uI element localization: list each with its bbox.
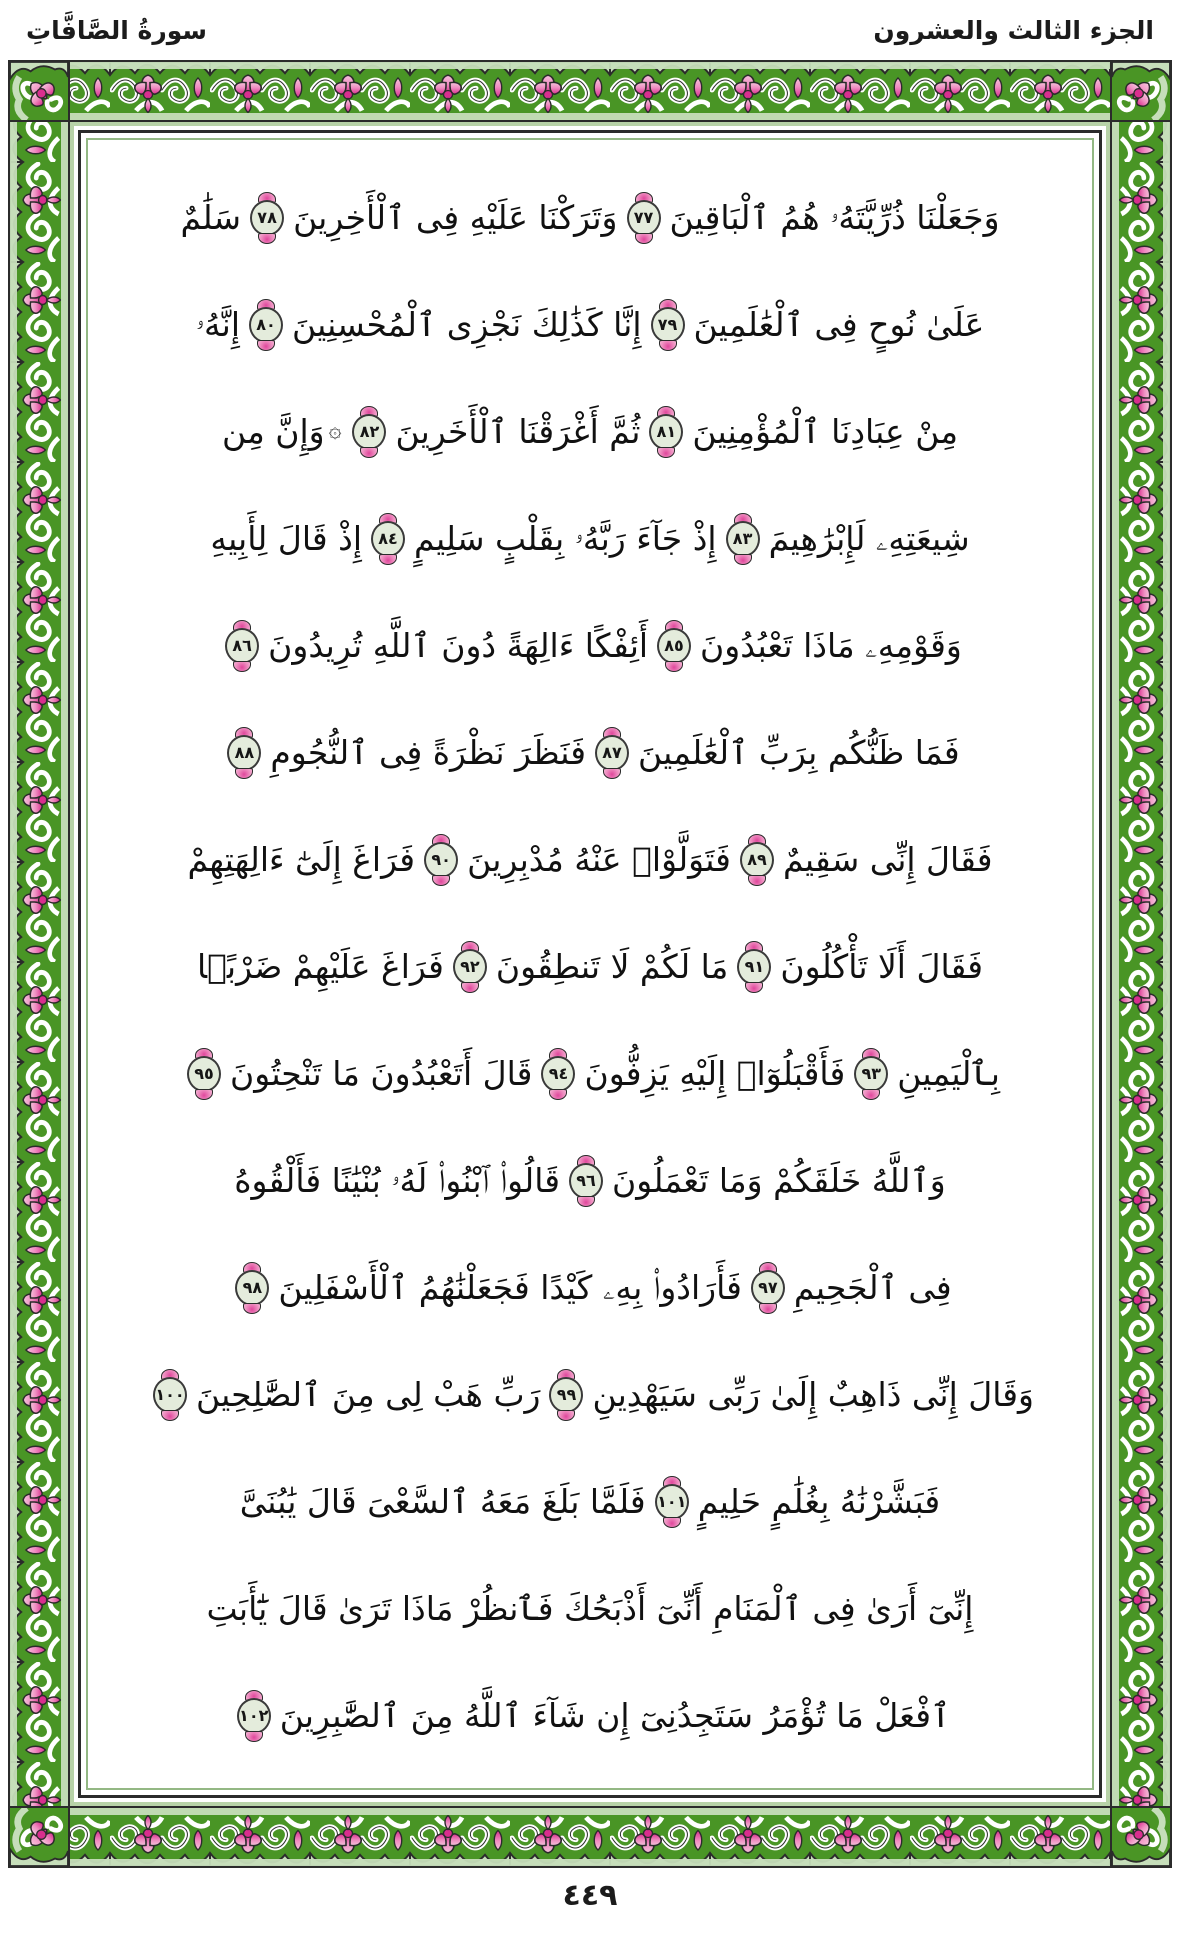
corner-ornament-bottom-right <box>1110 1806 1172 1868</box>
quran-line <box>108 1448 1072 1555</box>
quran-text: وَقَالَ إِنِّى ذَاهِبٌ إِلَىٰ رَبِّى سَيَهْدِينِ <box>592 1374 1034 1414</box>
ayah-marker <box>624 192 664 244</box>
ayah-marker <box>184 1048 224 1100</box>
flower-icon <box>557 1410 575 1421</box>
border-ornament-bottom <box>10 1808 1170 1866</box>
flower-icon <box>257 340 275 351</box>
ornamental-frame <box>8 60 1172 1868</box>
page-number: ٤٤٩ <box>562 1878 618 1913</box>
quran-text-area <box>90 142 1090 1786</box>
quran-text: عَلَىٰ نُوحٍ فِى ٱلْعَٰلَمِينَ <box>693 304 985 344</box>
quran-text: وَجَعَلْنَا ذُرِّيَّتَهُۥ هُمُ ٱلْبَاقِينَ <box>669 197 1000 237</box>
ayah-marker <box>150 1369 190 1421</box>
corner-ornament-top-left <box>8 60 70 122</box>
surah-label: سورةُ الصَّافَّاتِ <box>26 15 207 45</box>
ayah-number: ٨١ <box>656 422 677 441</box>
ayah-marker <box>222 620 262 672</box>
flower-icon <box>235 768 253 779</box>
quran-text: بِٱلْيَمِينِ <box>897 1053 1000 1093</box>
quran-line <box>108 913 1072 1020</box>
ayah-marker <box>851 1048 891 1100</box>
flower-icon <box>461 982 479 993</box>
ayah-marker <box>546 1369 586 1421</box>
quran-text: ٱفْعَلْ مَا تُؤْمَرُ سَتَجِدُنِىٓ إِن شَآءَ ٱللَّهُ مِنَ ٱلصَّٰبِرِينَ <box>279 1695 951 1735</box>
ayah-number: ٩١ <box>744 957 765 976</box>
flower-icon <box>659 340 677 351</box>
quran-text: وَتَرَكْنَا عَلَيْهِ فِى ٱلْأَخِرِينَ <box>293 197 618 237</box>
ayah-marker <box>234 1690 274 1742</box>
ayah-marker <box>368 513 408 565</box>
ayah-number: ١٠٢ <box>239 1706 269 1725</box>
ayah-marker <box>734 941 774 993</box>
quran-text: فَقَالَ أَلَا تَأْكُلُونَ <box>780 946 983 986</box>
ayah-number: ٨٤ <box>378 529 398 548</box>
ayah-number: ٩٢ <box>460 957 480 976</box>
ayah-number: ٨٠ <box>256 315 276 334</box>
quran-text: فَمَا ظَنُّكُم بِرَبِّ ٱلْعَٰلَمِينَ <box>638 732 960 772</box>
ayah-marker <box>247 192 287 244</box>
flower-icon <box>195 1089 213 1100</box>
quran-line <box>108 485 1072 592</box>
ayah-number: ٧٧ <box>633 208 654 227</box>
flower-icon <box>635 233 653 244</box>
ayah-number: ٩٠ <box>431 850 451 869</box>
ayah-marker <box>646 406 686 458</box>
quran-text: فِى ٱلْجَحِيمِ <box>793 1267 952 1307</box>
flower-icon <box>862 1089 880 1100</box>
ayah-marker <box>566 1155 606 1207</box>
quran-text: قَالُوا۟ ٱبْنُوا۟ لَهُۥ بُنْيَٰنًا فَأَلْقُوهُ <box>234 1160 561 1200</box>
quran-text: مِنْ عِبَادِنَا ٱلْمُؤْمِنِينَ <box>692 411 959 451</box>
quran-text: فَتَوَلَّوْا۟ عَنْهُ مُدْبِرِينَ <box>467 839 731 879</box>
quran-line <box>108 271 1072 378</box>
flower-icon <box>432 875 450 886</box>
juz-label: الجزء الثالث والعشرون <box>873 15 1154 45</box>
flower-icon <box>577 1196 595 1207</box>
quran-line <box>108 1341 1072 1448</box>
ayah-marker <box>648 299 688 351</box>
quran-line <box>108 806 1072 913</box>
quran-text: إِنَّهُۥ <box>195 304 240 344</box>
ayah-number: ٨٣ <box>732 529 753 548</box>
quran-text: رَبِّ هَبْ لِى مِنَ ٱلصَّٰلِحِينَ <box>196 1374 541 1414</box>
flower-icon <box>258 233 276 244</box>
flower-icon <box>734 554 752 565</box>
ayah-number: ٨٧ <box>602 743 622 762</box>
border-ornament-top <box>10 62 1170 120</box>
border-band-bottom <box>8 1806 1172 1868</box>
ayah-number: ٨٦ <box>232 636 252 655</box>
quran-text: إِنَّا كَذَٰلِكَ نَجْزِى ٱلْمُحْسِنِينَ <box>291 304 642 344</box>
flower-icon <box>379 554 397 565</box>
ayah-marker <box>349 406 389 458</box>
flower-icon <box>243 1303 261 1314</box>
border-band-left <box>8 60 70 1868</box>
quran-line <box>108 592 1072 699</box>
ayah-number: ٩٩ <box>556 1385 577 1404</box>
ayah-number: ١٠٠ <box>155 1385 185 1404</box>
ayah-number: ٨٩ <box>747 850 767 869</box>
ayah-marker <box>652 1476 692 1528</box>
ayah-number: ٩٤ <box>548 1064 569 1083</box>
flower-icon <box>360 447 378 458</box>
quran-line <box>108 1555 1072 1662</box>
quran-text: ثُمَّ أَغْرَقْنَا ٱلْأَخَرِينَ <box>395 411 641 451</box>
quran-text: إِذْ جَآءَ رَبَّهُۥ بِقَلْبٍ سَلِيمٍ <box>414 518 717 558</box>
quran-text: فَلَمَّا بَلَغَ مَعَهُ ٱلسَّعْىَ قَالَ يَٰبُنَىَّ <box>239 1481 646 1521</box>
flower-icon <box>603 768 621 779</box>
ayah-number: ٩٥ <box>194 1064 214 1083</box>
rub-el-hizb-icon: ۞ <box>328 418 342 444</box>
quran-text: فَرَاغَ عَلَيْهِمْ ضَرْبًۢا <box>197 946 444 986</box>
quran-text: إِذْ قَالَ لِأَبِيهِ <box>210 518 362 558</box>
ayah-marker <box>224 727 264 779</box>
ayah-marker <box>592 727 632 779</box>
quran-text: شِيعَتِهِۦ لَإِبْرَٰهِيمَ <box>768 518 970 558</box>
flower-icon <box>245 1731 263 1742</box>
flower-icon <box>233 661 251 672</box>
ayah-marker <box>723 513 763 565</box>
border-band-top <box>8 60 1172 122</box>
quran-text: فَنَظَرَ نَظْرَةً فِى ٱلنُّجُومِ <box>270 732 587 772</box>
ayah-marker <box>450 941 490 993</box>
border-ornament-right <box>1112 62 1170 1866</box>
ayah-number: ٧٩ <box>657 315 678 334</box>
quran-line <box>108 164 1072 271</box>
ayah-number: ٩٦ <box>576 1171 596 1190</box>
corner-ornament-top-right <box>1110 60 1172 122</box>
quran-text: وَقَوْمِهِۦ مَاذَا تَعْبُدُونَ <box>700 625 962 665</box>
quran-text: مَا لَكُمْ لَا تَنطِقُونَ <box>495 946 729 986</box>
ayah-number: ٨٢ <box>359 422 380 441</box>
ayah-marker <box>654 620 694 672</box>
ayah-marker <box>421 834 461 886</box>
ayah-number: ٩٨ <box>242 1278 263 1297</box>
ayah-marker <box>232 1262 272 1314</box>
quran-line <box>108 1662 1072 1769</box>
ayah-marker <box>246 299 286 351</box>
page-header <box>0 4 1180 56</box>
border-ornament-left <box>10 62 68 1866</box>
quran-text: قَالَ أَتَعْبُدُونَ مَا تَنْحِتُونَ <box>230 1053 533 1093</box>
quran-line <box>108 378 1072 485</box>
quran-text: فَبَشَّرْنَٰهُ بِغُلَٰمٍ حَلِيمٍ <box>697 1481 941 1521</box>
quran-text: فَقَالَ إِنِّى سَقِيمٌ <box>782 839 993 879</box>
quran-text: وَٱللَّهُ خَلَقَكُمْ وَمَا تَعْمَلُونَ <box>612 1160 946 1200</box>
ayah-number: ٩٧ <box>758 1278 778 1297</box>
ayah-number: ٩٣ <box>861 1064 882 1083</box>
quran-line <box>108 1020 1072 1127</box>
quran-text: فَأَقْبَلُوٓا۟ إِلَيْهِ يَزِفُّونَ <box>584 1053 846 1093</box>
quran-text: فَرَاغَ إِلَىٰٓ ءَالِهَتِهِمْ <box>187 839 416 879</box>
border-band-right <box>1110 60 1172 1868</box>
flower-icon <box>161 1410 179 1421</box>
quran-text: إِنِّىٓ أَرَىٰ فِى ٱلْمَنَامِ أَنِّىٓ أَذْبَحُكَ فَٱنظُرْ مَاذَا تَرَىٰ قَالَ يَٰٓأَبَتِ <box>206 1588 974 1628</box>
corner-ornament-bottom-left <box>8 1806 70 1868</box>
quran-text: وَإِنَّ مِن <box>221 411 325 451</box>
quran-line <box>108 699 1072 806</box>
ayah-number: ٨٨ <box>234 743 255 762</box>
flower-icon <box>759 1303 777 1314</box>
flower-icon <box>657 447 675 458</box>
ayah-marker <box>737 834 777 886</box>
ayah-marker <box>748 1262 788 1314</box>
flower-icon <box>663 1517 681 1528</box>
ayah-number: ٨٥ <box>664 636 684 655</box>
ayah-marker <box>538 1048 578 1100</box>
flower-icon <box>549 1089 567 1100</box>
ayah-number: ٧٨ <box>257 208 277 227</box>
flower-icon <box>748 875 766 886</box>
flower-icon <box>665 661 683 672</box>
quran-text: أَئِفْكًا ءَالِهَةً دُونَ ٱللَّهِ تُرِيدُونَ <box>268 625 649 665</box>
quran-text: فَأَرَادُوا۟ بِهِۦ كَيْدًا فَجَعَلْنَٰهُمُ ٱلْأَسْفَلِينَ <box>278 1267 742 1307</box>
quran-line <box>108 1234 1072 1341</box>
flower-icon <box>745 982 763 993</box>
quran-line <box>108 1127 1072 1234</box>
ayah-number: ١٠١ <box>657 1492 687 1511</box>
quran-text: سَلَٰمٌ <box>180 197 242 237</box>
